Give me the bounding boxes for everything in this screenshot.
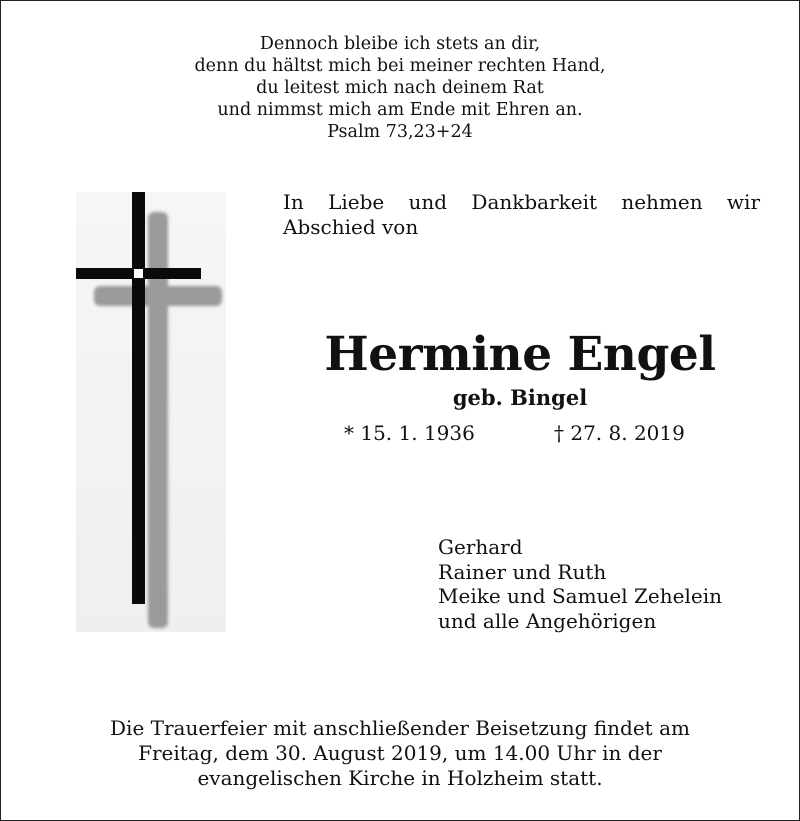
mourner-entry: Gerhard xyxy=(438,535,523,559)
maiden-name: geb. Bingel xyxy=(452,385,588,410)
service-line: evangelischen Kirche in Holzheim statt. xyxy=(197,766,603,790)
psalm-reference: Psalm 73,23+24 xyxy=(327,122,473,142)
mourner-entry: Rainer und Ruth xyxy=(438,559,607,584)
intro-word: und xyxy=(408,190,448,214)
intro-word: wir xyxy=(726,190,760,214)
cross-icon xyxy=(76,192,226,632)
intro-word: In xyxy=(283,190,304,214)
farewell-intro xyxy=(283,190,760,240)
intro-word: nehmen xyxy=(621,190,703,214)
psalm-line: du leitest mich nach deinem Rat xyxy=(256,78,544,98)
mourner-entry: Meike und Samuel Zehelein xyxy=(438,584,722,608)
mourners-list xyxy=(438,535,722,633)
deceased-name: Hermine Engel xyxy=(324,327,716,382)
psalm-verse xyxy=(150,33,650,143)
intro-line-1 xyxy=(283,190,760,215)
service-notice xyxy=(40,716,760,791)
psalm-line: Dennoch bleibe ich stets an dir, xyxy=(259,34,541,54)
intro-word: Dankbarkeit xyxy=(471,190,598,214)
service-line: Die Trauerfeier mit anschließender Beisetzung findet am xyxy=(110,716,690,740)
birth-date: * 15. 1. 1936 xyxy=(344,421,475,445)
psalm-line: denn du hältst mich bei meiner rechten Hand, xyxy=(194,56,606,76)
death-date: † 27. 8. 2019 xyxy=(554,421,685,445)
mourner-entry: und alle Angehörigen xyxy=(438,608,657,633)
intro-word: Liebe xyxy=(328,190,385,214)
intro-line-2: Abschied von xyxy=(283,215,419,239)
psalm-line: und nimmst mich am Ende mit Ehren an. xyxy=(217,100,583,120)
service-line: Freitag, dem 30. August 2019, um 14.00 Uhr in der xyxy=(138,741,662,765)
